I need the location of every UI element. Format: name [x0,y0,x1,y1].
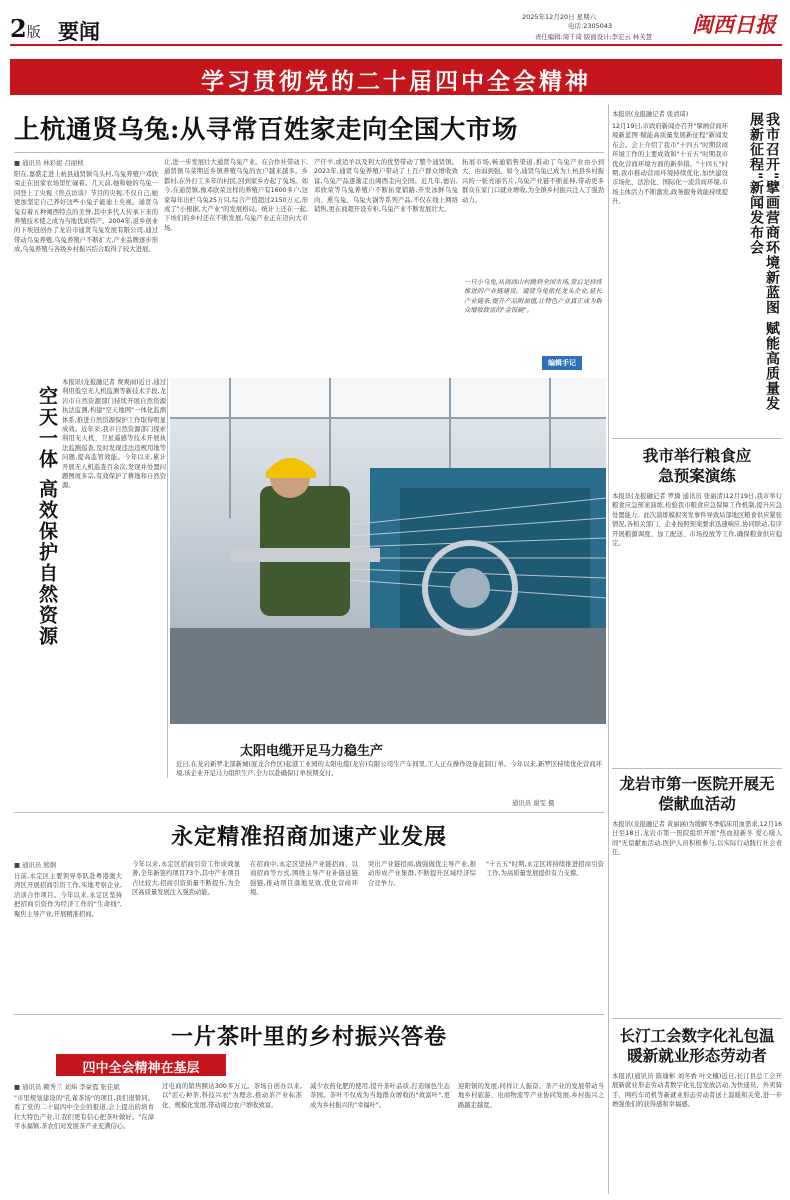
lead-divider [14,152,604,153]
right1-text: 12月19日,市政府新闻办召开"擘画营商环境新蓝图 赋能高质量发展新征程"新闻发布会。会上介绍了我市"十四五"时期营商环境工作的主要成效和"十五五"时期我市优化营商环境方面的新举措。"十四五"时期,我市推动营商环境持续优化,加快建设市场化、法治化、国际化一流营商环境,市场主体活力不断激发,政务服务效能持续提升。 [612,123,728,206]
story2-column: 今年以来,永定区招商引资工作成效显著,全年新签约项目73个,其中产业项目占比较大,招商引资质量不断提升,为全区高质量发展注入强劲动能。 [132,861,240,897]
story3-column: 迎阳镇的发展,同样让人振奋。茶产业的发展带动当地乡村旅游、电商物流等产业协同发展,乡村振兴之路越走越宽。 [458,1083,604,1109]
story3-column: 减少农药化肥的使用,提升茶叶品质,打造绿色生态茶园。茶叶不仅成为当地群众增收的"致富叶",更成为乡村振兴的"幸福叶"。 [310,1083,450,1109]
right-column-divider [608,104,609,1194]
theme-banner [10,59,782,95]
story2-column: "十五五"时期,永定区将持续推进招商引资工作,为高质量发展提供有力支撑。 [486,861,604,878]
right4-divider [612,1018,782,1019]
lead-column: 拓展市场,畅通销售渠道,推动了乌兔产业由小到大、由弱到强。如今,通贤乌兔已成为上杭县乡村振兴的一张亮丽名片,乌兔产业链不断延伸,带动更多群众在家门口就业增收,为全镇乡村振兴注入了强劲动力。 [462,159,604,204]
editorial-text: 一只小乌兔,从闽西山村跳到全国市场,背后是持续推进的产业链建设。通贤乌兔依托龙头企业,延长产业链条,提升产品附加值,让特色产业真正成为群众增收致富的"金饭碗"。 [464,279,602,315]
right2-text: 本报讯(龙报融记者 罗旖 通讯员 张丽清)12月19日,我市举行粮食应急预案演练,检验我市粮食应急保障工作机制,提升应急处置能力。此次演练模拟突发事件导致局部地区粮食供应紧张情况,各相关部门、企业按照预案要求迅速响应,协同联动,有序开展粮源调度、加工配送、市场投放等工作,确保粮食供应稳定。 [612,493,782,548]
left-story-text: 本报讯(龙报融记者 费爽雨)近日,通过利用低空无人机监测等新技术手段,龙岩市自然资源部门持续开展自然资源执法监测,构建"空天地网"一体化监测体系,推进自然资源保护工作取得明显成效。近年来,我市自然资源部门探索利用无人机、卫星遥感等技术开展执法监测巡查,及时发现违法违规用地等问题,提高监管效能。今年以来,累计开展无人机巡查百余次,发现并处置问题图斑多宗,有效保护了耕地和自然资源。 [62,379,166,490]
right2-divider [612,438,782,439]
story3-byline: ■ 通讯员 赖秀兰 刘炜 李豪霞 张佳斌 [14,1083,120,1091]
masthead-divider [10,44,782,46]
editorial-box [462,276,604,374]
story3-tag-label: 四中全会精神在基层 [82,1061,200,1076]
banner-title: 学习贯彻党的二十届四中全会精神 [201,68,591,95]
right3-divider [612,768,782,769]
left-story-title: 空天一体 高效保护自然资源 [36,386,58,647]
left-story-divider [167,378,168,778]
lead-column: 让,进一步发展壮大通贤乌兔产业。在合作社带动下,通贤镇乌菜期近乡镇养殖乌兔的农户越来越多。乡都村,在外打工多年的村民,回到家乡办起了兔场。如今,在通贤镇,像邓欣荣这样的养殖户有1600多户,这家每年出栏乌兔25万只,综合产值超过2150万元,形成了"小根据,大产业"的发展格局。统计上还在一起,下埃们的乡村还在不断发展,乌兔产业正在迈向大市场。 [164,159,308,232]
story2-column: 日前,永定区主要领导率队赴粤港澳大湾区开展招商引资工作,实地考察企业,洽谈合作项目。今年以来,永定区坚持把招商引资作为经济工作的"生命线",聚焦主导产业,开展精准招商。 [14,873,122,918]
story2-column: 突出产业链招商,做强做优主导产业,推动形成产业集群,不断提升区域经济综合竞争力。 [368,861,476,887]
photo-description: 近日,在龙岩新罗北部新城(厦龙合作区)起港工业园的太阳电缆(龙岩)有限公司生产车间里,工人正在操作设备赶制订单。今年以来,新罗区持续优化营商环境,该企业开足马力组织生产,全力以赴确保订单按期交付。 [176,761,602,778]
story2-byline: ■ 通讯员 熊炯 [14,861,57,869]
right2-title: 我市举行粮食应急预案演练 [642,446,752,485]
phone: 电话:2305043 [568,22,613,30]
story2-headline: 永定精准招商加速产业发展 [170,824,447,850]
right4-title: 长汀工会数字化礼包温暖新就业形态劳动者 [619,1026,775,1065]
issue-date: 2025年12月20日 星期六 [522,13,597,21]
lead-headline: 上杭通贤乌兔:从寻常百姓家走向全国大市场 [14,115,518,145]
photo-caption: 太阳电缆开足马力稳生产 [240,744,384,759]
story3-headline: 一片茶叶里的乡村振兴答卷 [170,1024,447,1050]
right1-byline: 本报讯(龙报融记者 张清琦) [612,111,689,118]
right3-title: 龙岩市第一医院开展无偿献血活动 [619,774,775,813]
story2-divider-top [14,812,604,813]
page-unit: 版 [26,25,41,41]
right1-title: 我市召开"擘画营商环境新蓝图 赋能高质量发展新征程"新闻发布会 [748,112,780,412]
section-name: 要闻 [58,19,100,44]
lead-column: 阳在,嘉盛走进上杭县通贤镇乌头村,乌兔养殖户邓欣荣正在田家农场里忙碌着。几天前,她和她的乌兔一同登上了央视《焦点访谈》节目的央视,不仅自己,她更加坚定自己养好这些小兔子能迪上央视。通贤乌兔有着五种闽西特点的美誉,其中多代人传承下来的养殖技术使之成为当地优质特产。2004年,返乡创业的下埃冠创办了龙岩市通贤乌兔发展有限公司,通过带动乌兔养殖,乌兔养殖户不断扩大,产业品牌逐步形成,乌兔养殖与各级乡村振兴结合取得了较大进展。 [14,171,158,254]
newspaper-logo: 闽西日报 [692,12,776,37]
right3-text: 本报讯(龙报融记者 黄丽涵)为缓解冬季临床用血需求,12月16日至18日,龙岩市第一医院组织开展"热血迎新冬 爱心暖人间"无偿献血活动,医护人员积极参与,以实际行动践行社会责任。 [612,821,782,857]
story3-divider-top [14,1014,604,1015]
factory-scene [170,378,606,724]
story3-column: 过电商的销售额达300多万元。茶场自创办以来,以"匠心种茶,科技兴农"为理念,推动茶产业标准化、规模化发展,带动周边农户增收致富。 [162,1083,302,1109]
factory-photo [170,378,606,724]
right4-text: 本报讯(通讯员 陈瑜彬 刘冬香 叶文楠)近日,长汀县总工会开展新就业形态劳动者数字化礼包发放活动,为快递员、外卖骑手、网约车司机等新就业形态劳动者送上温暖和关爱,进一步增强他们的获得感和幸福感。 [612,1073,782,1109]
editors-credit: 责任编辑:周千琦 版面设计:李宏云 林芙慧 [535,33,653,41]
lead-byline: ■ 通讯员 林彩妮 吕丽桢 [14,159,84,167]
lead-column: 产仟羊,或适羊以及利大的优势带动了整个通贤镇。2023年,通贤乌兔养殖户带动了上百户群众增收致富,乌兔产品逐渐走出闽西走向全国。近几年,德岩,邓欣荣等乌兔养殖户不断拓宽销路,开发冰鲜乌兔肉、熏乌兔、乌兔火锅等系列产品,不仅在线上网络销售,更在商超开设专柜,乌兔产业不断发展壮大。 [314,159,458,214]
page-number: 2版 [10,14,41,43]
photo-credit: 通讯员 谢雯 摄 [512,799,555,807]
story2-column: 在招商中,永定区坚持产业链招商、以商招商等方式,围绕主导产业补链延链强链,推动项目落地见效,优化营商环境。 [250,861,358,897]
masthead [0,0,790,56]
story3-tag [56,1054,226,1076]
editorial-tag: 编辑手记 [542,356,582,370]
story3-column: "市里规划建设的"孔雀茶场"的项目,我们很赞同。看了党的二十届四中全会的报道,会上提出的培育壮大特色产业,让我们更有信心把茶叶做好。"在漳平永福镇,茶农们对发展茶产业充满信心。 [14,1095,154,1131]
